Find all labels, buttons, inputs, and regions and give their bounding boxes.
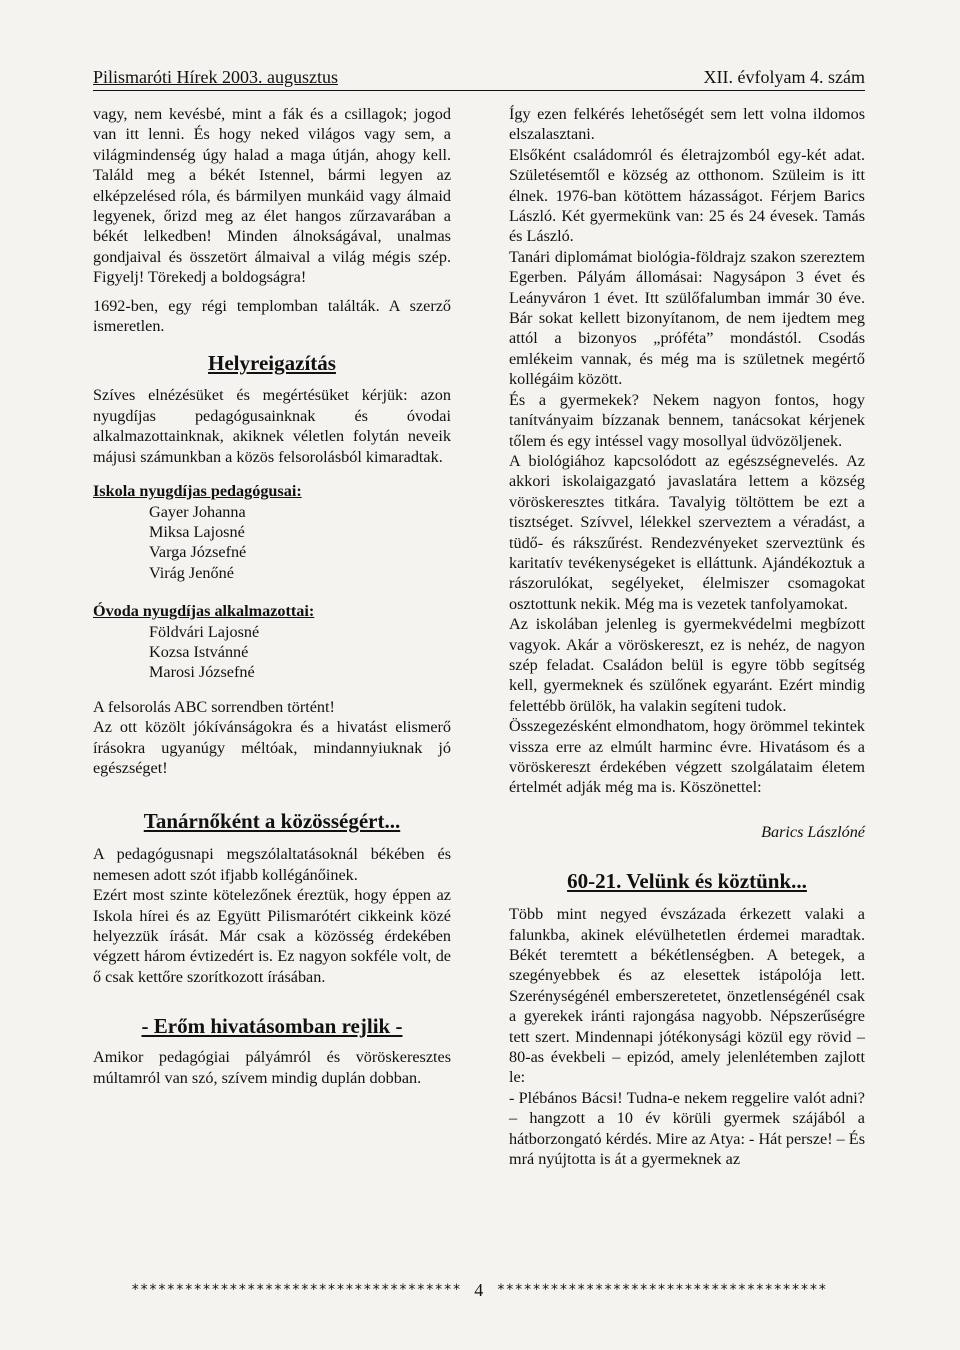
teacher-intro: A pedagógusnapi megszólaltatásoknál békében és nemesen adott szót ifjabb kollégánőinek. <box>93 845 451 884</box>
wish-text: Az ott közölt jókívánságokra és a hivatást elismerő írásokra ugyanúgy méltóak, mindannyiuknak jó egészséget! <box>93 718 451 777</box>
article-paragraph: Összegezésként elmondhatom, hogy örömmel tekintek vissza erre az elmúlt harminc évre. Hivatásom és a vöröskereszt érdekében végzett szolgálataim életem értelmét adják még ma is. Köszönettel: <box>509 717 865 797</box>
list-item: Földvári Lajosné <box>149 622 260 641</box>
article-paragraph: Több mint negyed évszázada érkezett valaki a falunkba, akinek elévülhetetlen érdemei maradtak. Békét teremtett a békétlenségben. A betegek, a szegényebbek és az elesettek istápolója lett. Szerénységénél emberszeretetet, önzetlenségénél csak a gyerekek iránti rajongása nagyobb. Népszerűségre tett szert. Mindennapi jótékonysági közül egy rövid – 80-as évekbeli – epizód, amely jelenlétemben zajlott le: <box>509 905 865 1087</box>
right-column <box>509 104 865 1170</box>
abc-note: A felsorolás ABC sorrendben történt! <box>93 697 335 716</box>
author-signature: Barics Lászlóné <box>761 822 865 841</box>
article-paragraph: - Plébános Bácsi! Tudna-e nekem reggelire valót adni? – hangzott a 10 év körüli gyermek szájából a hátborzongató kérdés. Mire az Atya: - Hát persze! – És mrá nyújtotta is át a gyermeknek az <box>509 1088 865 1169</box>
list-item: Kozsa Istvánné <box>149 642 249 661</box>
school-list-heading: Iskola nyugdíjas pedagógusai: <box>93 482 302 501</box>
kindergarten-list-heading: Óvoda nyugdíjas alkalmazottai: <box>93 602 315 621</box>
correction-title: Helyreigazítás <box>208 351 336 376</box>
list-item: Virág Jenőné <box>149 563 234 582</box>
article-paragraph: Így ezen felkérés lehetőségét sem lett volna ildomos elszalasztani. <box>509 105 865 144</box>
teacher-intro-2: Ezért most szinte kötelezőnek éreztük, hogy éppen az Iskola hírei és az Együtt Pilismarótért cikkeink közé helyezzük írását. Már csak a közösség érdekében végzett három évtizedért is. Ez nagyon sokféle volt, de ő csak kettőre szorítkozott írásában. <box>93 886 451 986</box>
publication-title: Pilismaróti Hírek 2003. augusztus <box>93 67 338 87</box>
teacher-article-title: Tanárnőként a közösségért... <box>143 809 401 834</box>
correction-text: Szíves elnézésüket és megértésüket kérjük: azon nyugdíjas pedagógusainknak és óvodai alkalmazottainknak, akiknek véletlen folytán neveik májusi számunkban a közös felsorolásból kimaradtak. <box>93 386 451 466</box>
list-item: Miksa Lajosné <box>149 522 245 541</box>
footer-stars-left: ************************************* <box>130 1282 462 1298</box>
footer-stars-right: ************************************* <box>496 1282 828 1298</box>
issue-number: XII. évfolyam 4. szám <box>703 67 865 87</box>
power-article-text: Amikor pedagógiai pályámról és vöröskeresztes múltamról van szó, szívem mindig duplán dobban. <box>93 1048 451 1087</box>
power-article-title: - Erőm hivatásomban rejlik - <box>141 1014 403 1039</box>
page-number: 4 <box>474 1280 484 1300</box>
article-paragraph: Az iskolában jelenleg is gyermekvédelmi megbízott vagyok. Akár a vöröskereszt, ez is nehéz, de nagyon szép feladat. Családon belül is egyre több segítség kell, gyermeknek és szülőnek egyaránt. Ezért mindig felettébb örülök, ha valakin segíteni tudok. <box>509 615 865 715</box>
desiderata-source: 1692-ben, egy régi templomban találták. A szerző ismeretlen. <box>93 296 451 336</box>
kindergarten-name-list <box>93 622 451 683</box>
article-6021-title: 60-21. Velünk és köztünk... <box>567 869 807 894</box>
list-item: Marosi Józsefné <box>149 663 255 682</box>
article-paragraph: A biológiához kapcsolódott az egészségnevelés. Az akkori iskolaigazgató javaslatára lettem a község vöröskeresztes titkára. Tavalyig töltöttem be ezt a tisztséget. Szívvel, lélekkel szerveztem a véradást, a tüdő- és rákszűrést. Rendezvényeket szerveztünk és karitatív tevékenységeket is elláttunk. Ajándékoztuk a rászorulókat, segélyeket, élelmiszer csomagokat osztottunk nekik. Még ma is vezetek tanfolyamokat. <box>509 451 865 613</box>
page-header <box>93 66 865 91</box>
school-name-list <box>93 502 451 584</box>
page-footer <box>93 1280 865 1300</box>
list-item: Gayer Johanna <box>149 502 246 521</box>
list-item: Varga Józsefné <box>149 543 247 562</box>
left-column <box>93 104 451 1088</box>
article-paragraph: És a gyermekek? Nekem nagyon fontos, hogy tanítványaim bízzanak bennem, tanácsokat kérjenek tőlem és egy intéssel vagy mosollyal üdvözöljenek. <box>509 390 865 450</box>
article-paragraph: Tanári diplomámat biológia-földrajz szakon szereztem Egerben. Pályám állomásai: Nagysápon 3 évet és Leányváron 1 évet. Itt szülőfalumban immár 30 éve. Bár sokat kellett bizonyítanom, de nem ijedtem meg attól a bizonyos „próféta” mondástól. Csodás emlékeim vannak, és még ma is születnek megértő kollégáim között. <box>509 247 865 389</box>
article-paragraph: Elsőként családomról és életrajzomból egy-két adat. Születésemtől e község az otthonom. Szüleim is itt élnek. 1976-ban kötöttem házasságot. Férjem Barics László. Két gyermekünk van: 25 és 24 évesek. Tamás és László. <box>509 145 865 246</box>
desiderata-ending: vagy, nem kevésbé, mint a fák és a csillagok; jogod van itt lenni. És hogy neked világos vagy sem, a világmindenség úgy halad a maga útján, ahogy kell. Találd meg a békét Istennel, bármi legyen az elképzelésed róla, és bármilyen munkáid vagy álmaid legyenek, őrizd meg az élet hangos zűrzavarában a békét lelkedben! Minden álnokságával, unalmas gondjaival és összetört álmaival a világ mégis szép. Figyelj! Törekedj a boldogságra! <box>93 105 451 287</box>
